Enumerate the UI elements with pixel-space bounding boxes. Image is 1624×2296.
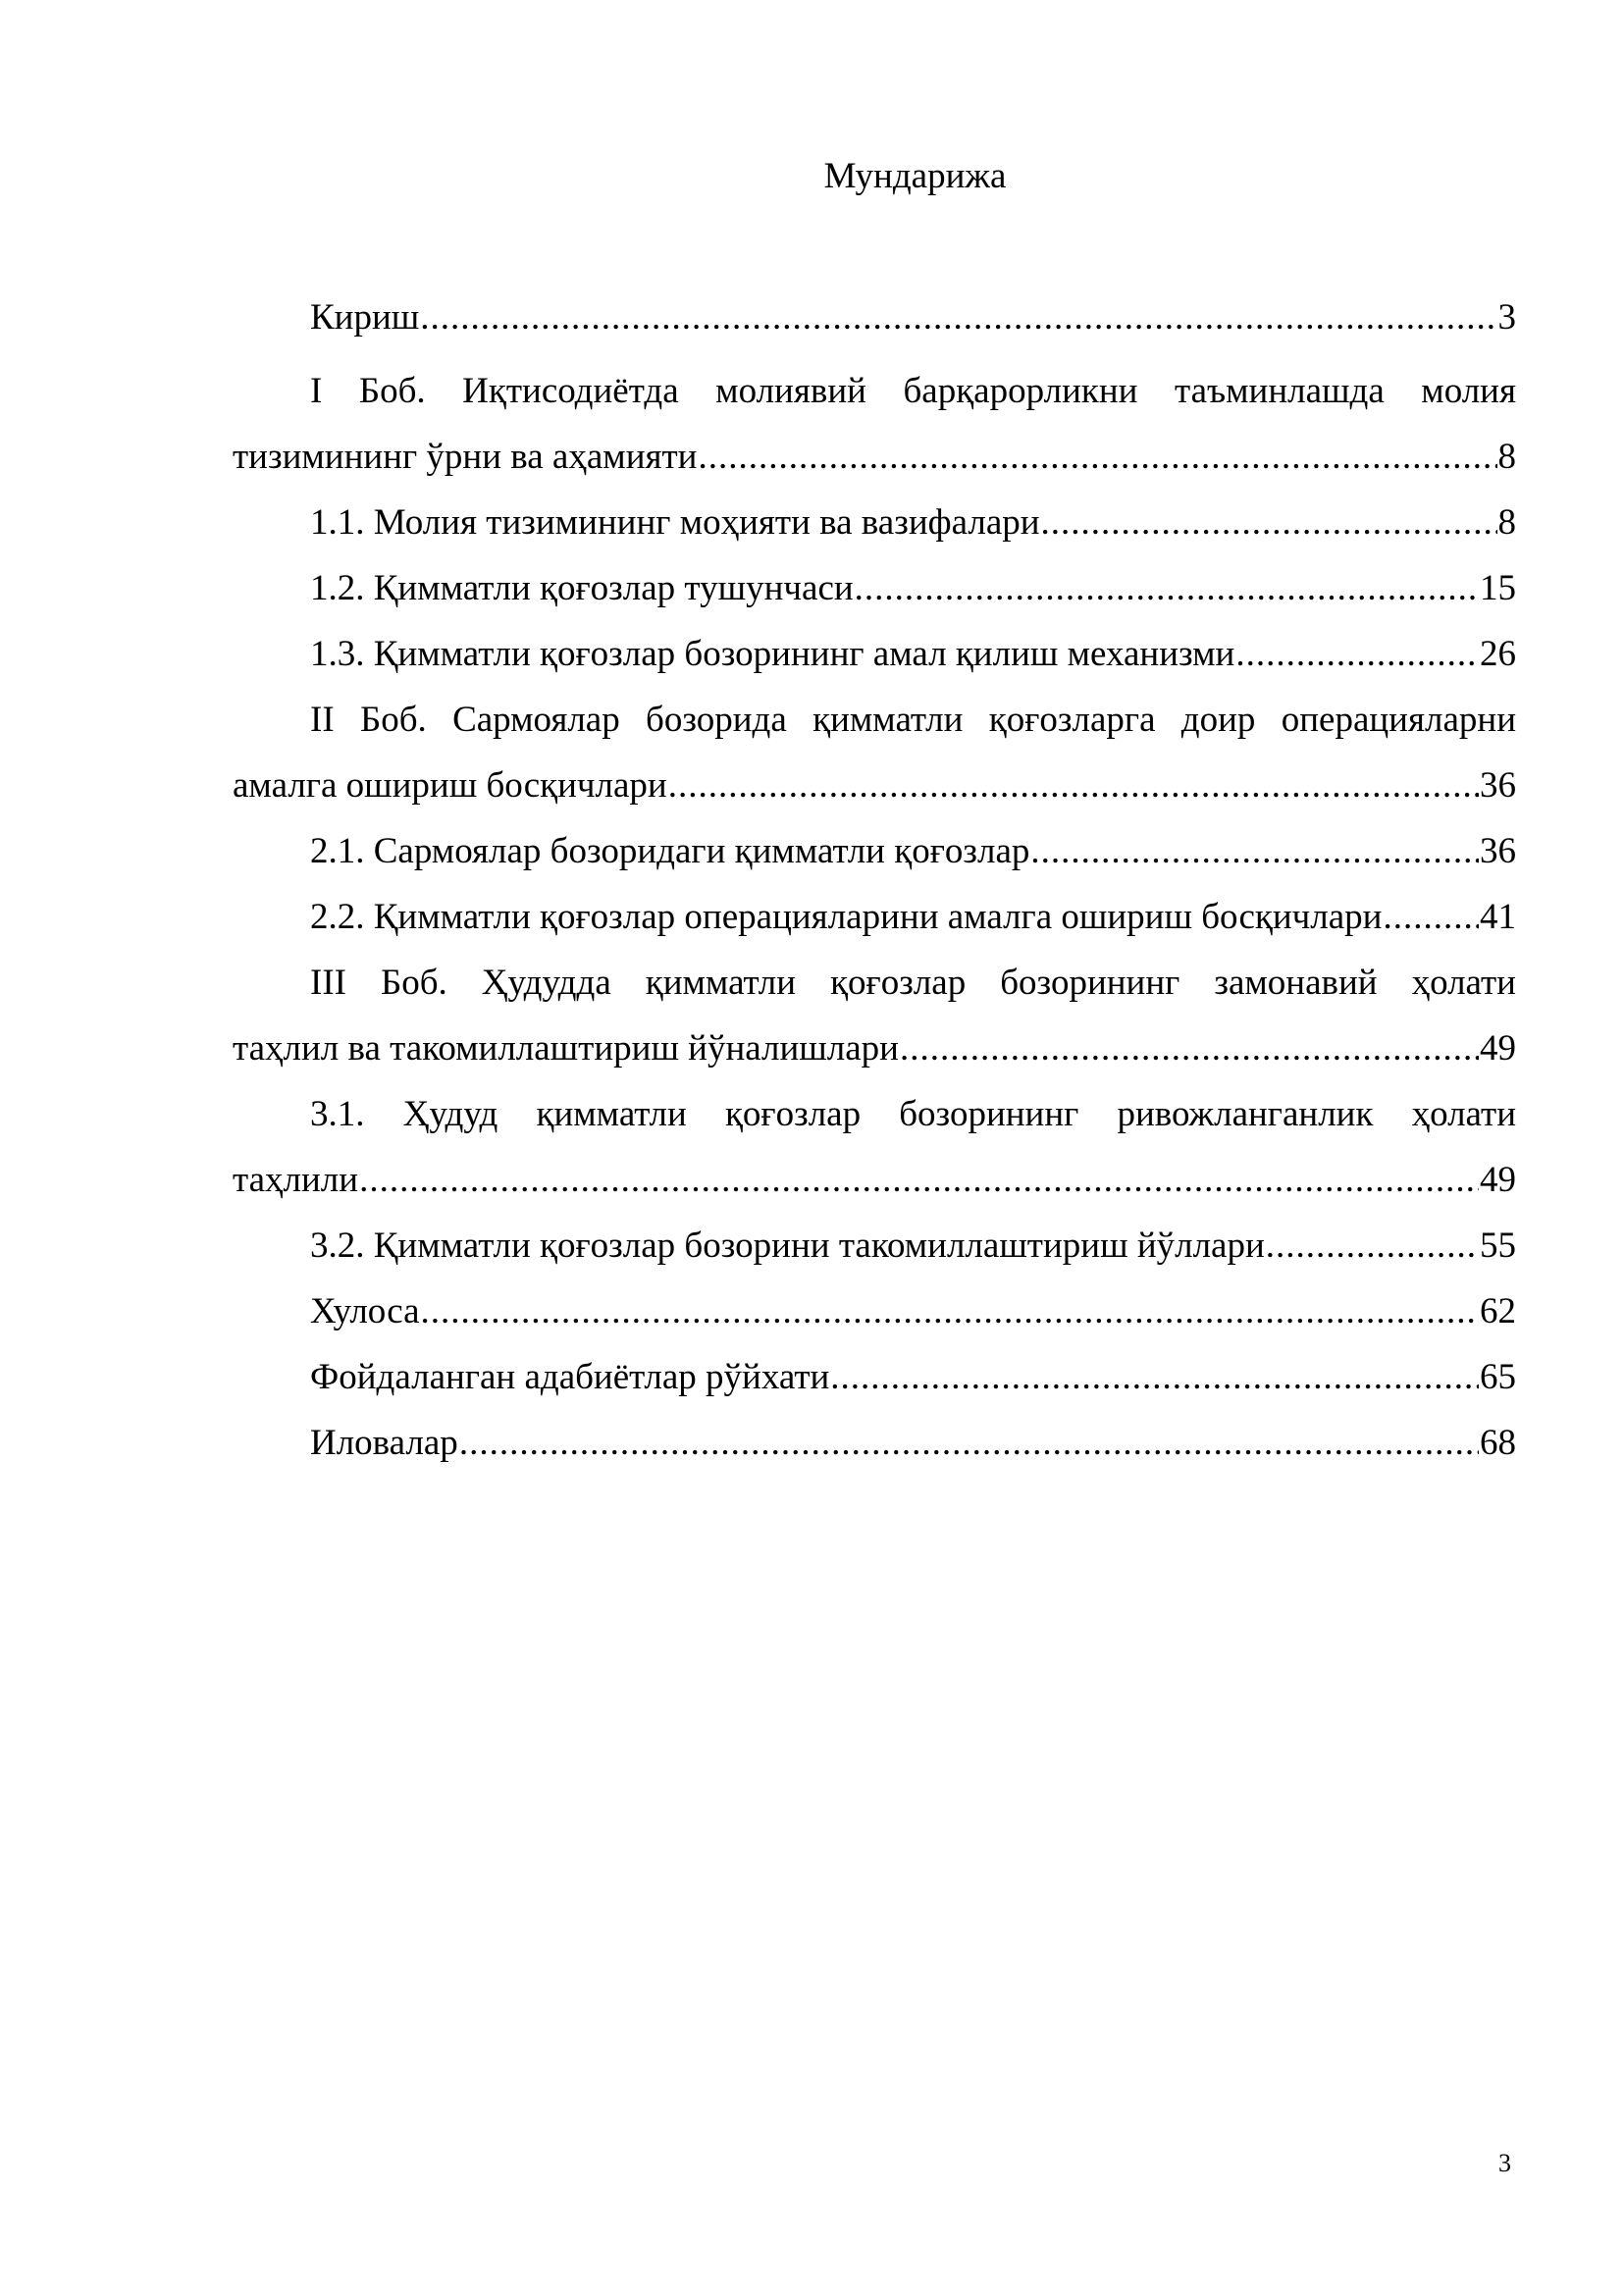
table-of-contents <box>233 285 1516 1476</box>
toc-entry-label: Фойдаланган адабиётлар рўйхати <box>310 1357 830 1397</box>
toc-entry-label: 3.2. Қимматли қоғозлар бозорини такомиллаштириш йўллари <box>310 1226 1265 1266</box>
toc-entry-section-3-1[interactable] <box>233 1081 1516 1213</box>
toc-entry-label-continued: тизимининг ўрни ва аҳамияти <box>233 437 698 477</box>
toc-entry-label: 3.1. Ҳудуд қимматли қоғозлар бозорининг ривожланганлик ҳолати <box>310 1094 1516 1134</box>
toc-entry-page: 68 <box>1480 1423 1516 1463</box>
toc-entry-page: 15 <box>1480 568 1516 608</box>
toc-entry-section-2-2[interactable] <box>233 884 1516 950</box>
toc-entry-page: 26 <box>1480 634 1516 674</box>
toc-entry-page: 8 <box>1497 502 1516 543</box>
toc-entry-page: 65 <box>1480 1357 1516 1397</box>
toc-entry-page: 3 <box>1497 297 1516 338</box>
toc-leader-dots <box>459 1410 1479 1476</box>
toc-entry-section-2-1[interactable] <box>233 818 1516 884</box>
toc-entry-label: II Боб. Сармоялар бозорида қимматли қоғозларга доир операцияларни <box>310 700 1516 740</box>
toc-leader-dots <box>1383 884 1479 950</box>
toc-leader-dots <box>1266 1213 1479 1278</box>
toc-entry-appendices[interactable] <box>233 1410 1516 1476</box>
toc-entry-label-continued: таҳлили <box>233 1160 359 1200</box>
toc-leader-dots <box>698 424 1496 490</box>
toc-entry-label: I Боб. Иқтисодиётда молиявий барқарорликни таъминлашда молия <box>310 371 1516 411</box>
toc-entry-section-3-2[interactable] <box>233 1213 1516 1278</box>
toc-leader-dots <box>1041 490 1497 555</box>
toc-entry-conclusion[interactable] <box>233 1278 1516 1344</box>
toc-leader-dots <box>900 1016 1479 1081</box>
toc-entry-label: 2.1. Сармоялар бозоридаги қимматли қоғозлар <box>310 831 1030 871</box>
page-title: Мундарижа <box>823 156 1007 196</box>
toc-entry-page: 36 <box>1480 765 1516 806</box>
toc-entry-page: 36 <box>1480 831 1516 871</box>
page-number: 3 <box>1498 2149 1511 2177</box>
toc-leader-dots <box>668 753 1479 818</box>
toc-leader-dots <box>359 1147 1479 1213</box>
toc-entry-label: 2.2. Қимматли қоғозлар операцияларини амалга ошириш босқичлари <box>310 897 1383 937</box>
toc-entry-page: 49 <box>1480 1028 1516 1069</box>
toc-entry-label: 1.2. Қимматли қоғозлар тушунчаси <box>310 568 854 608</box>
toc-entry-label: Кириш <box>310 297 420 338</box>
toc-entry-label: 1.3. Қимматли қоғозлар бозорининг амал қилиш механизми <box>310 634 1235 674</box>
toc-entry-label-continued: таҳлил ва такомиллаштириш йўналишлари <box>233 1028 899 1069</box>
toc-entry-chapter-3[interactable] <box>233 950 1516 1081</box>
toc-entry-page: 41 <box>1480 897 1516 937</box>
toc-leader-dots <box>1235 621 1479 687</box>
toc-leader-dots <box>1030 818 1479 884</box>
toc-entry-page: 8 <box>1497 437 1516 477</box>
toc-entry-label: Хулоса <box>310 1291 420 1331</box>
toc-leader-dots <box>830 1344 1479 1410</box>
toc-entry-page: 55 <box>1480 1226 1516 1266</box>
toc-leader-dots <box>421 1278 1479 1344</box>
toc-entry-page: 62 <box>1480 1291 1516 1331</box>
toc-entry-introduction[interactable] <box>233 285 1516 350</box>
toc-entry-chapter-2[interactable] <box>233 687 1516 818</box>
toc-entry-section-1-2[interactable] <box>233 555 1516 621</box>
toc-leader-dots <box>420 285 1496 350</box>
toc-entry-label: 1.1. Молия тизимининг моҳияти ва вазифалари <box>310 502 1040 543</box>
toc-entry-label: Иловалар <box>310 1423 458 1463</box>
toc-entry-section-1-3[interactable] <box>233 621 1516 687</box>
toc-entry-references[interactable] <box>233 1344 1516 1410</box>
toc-entry-page: 49 <box>1480 1160 1516 1200</box>
toc-entry-label: III Боб. Ҳудудда қимматли қоғозлар бозорининг замонавий ҳолати <box>310 963 1516 1003</box>
toc-entry-label-continued: амалга ошириш босқичлари <box>233 765 667 806</box>
toc-leader-dots <box>855 555 1479 621</box>
toc-entry-chapter-1[interactable] <box>233 358 1516 490</box>
toc-entry-section-1-1[interactable] <box>233 490 1516 555</box>
